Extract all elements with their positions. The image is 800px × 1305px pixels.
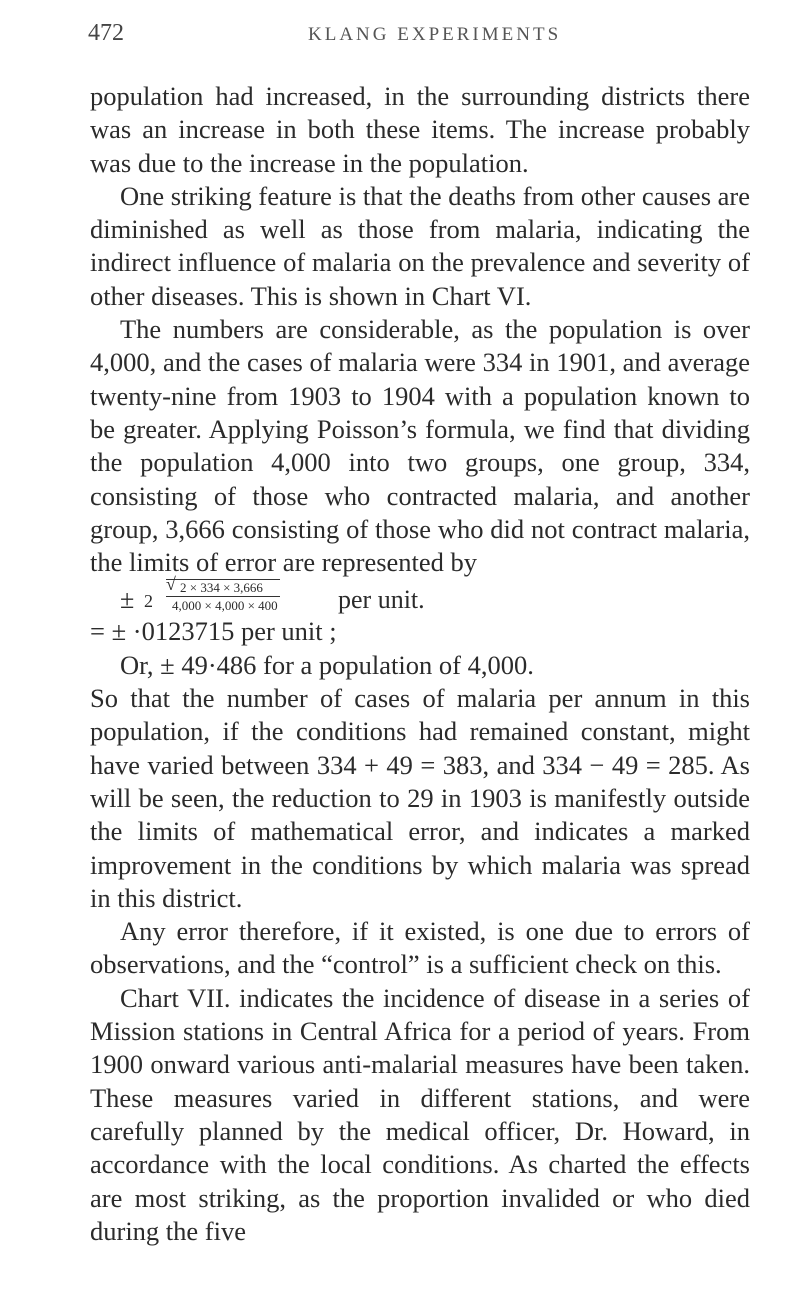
equation-line-1: = ± ·0123715 per unit ; — [90, 616, 337, 647]
page-number: 472 — [88, 20, 124, 46]
paragraph-6: Chart VII. indicates the incidence of disease in a series of Mission stations in Central Africa for a period of years. From 1900 onward various anti-malarial measures have been taken. These measures varied in different stations, and were carefully planned by the medical officer, Dr. Howard, in accordance with the local conditions. As charted the effects are most striking, as the proportion invalided or who died during the five — [90, 982, 750, 1246]
formula-unit: per unit. — [338, 585, 425, 615]
formula-fraction — [166, 574, 280, 614]
formula-numerator: 2 × 334 × 3,666 — [180, 580, 263, 596]
running-head: KLANG EXPERIMENTS — [308, 24, 562, 45]
body-text — [90, 80, 750, 1248]
square-root-sign: √ — [166, 574, 176, 595]
paragraph-5: Any error therefore, if it existed, is one due to errors of observations, and the “control” is a sufficient check on this. — [90, 916, 750, 980]
paragraph-2: One striking feature is that the deaths from other causes are diminished as well as those from malaria, indicating the indirect influence of malaria on the prevalence and severity of other diseases. This is shown in Chart VI. — [90, 180, 750, 311]
formula-denominator: 4,000 × 4,000 × 400 — [172, 598, 278, 614]
page-header — [88, 14, 748, 54]
paragraph-3: The numbers are considerable, as the population is over 4,000, and the cases of malaria were 334 in 1901, and average twenty-nine from 1903 to 1904 with a population known to be greater. Applying Poisson’s formula, we find that dividing the population 4,000 into two groups, one group, 334, consisting of those who contracted malaria, and another group, 3,666 consisting of those who did not contract malaria, the limits of error are represented by — [90, 314, 750, 578]
formula-coefficient: 2 — [144, 591, 153, 612]
equation-line-2: Or, ± 49·486 for a population of 4,000. — [120, 649, 534, 680]
paragraph-1: population had increased, in the surrounding districts there was an increase in both these items. The increase probably was due to the increase in the population. — [90, 81, 750, 178]
poisson-formula — [120, 574, 750, 615]
plus-minus-sign: ± — [120, 585, 135, 615]
formula-numerator-wrap — [166, 574, 280, 597]
paragraph-4: So that the number of cases of malaria per annum in this population, if the conditions had remained constant, might have varied between 334 + 49 = 383, and 334 − 49 = 285. As will be seen, the reduction to 29 in 1903 is manifestly outside the limits of mathematical error, and indicates a marked improvement in the conditions by which malaria was spread in this district. — [90, 683, 750, 913]
